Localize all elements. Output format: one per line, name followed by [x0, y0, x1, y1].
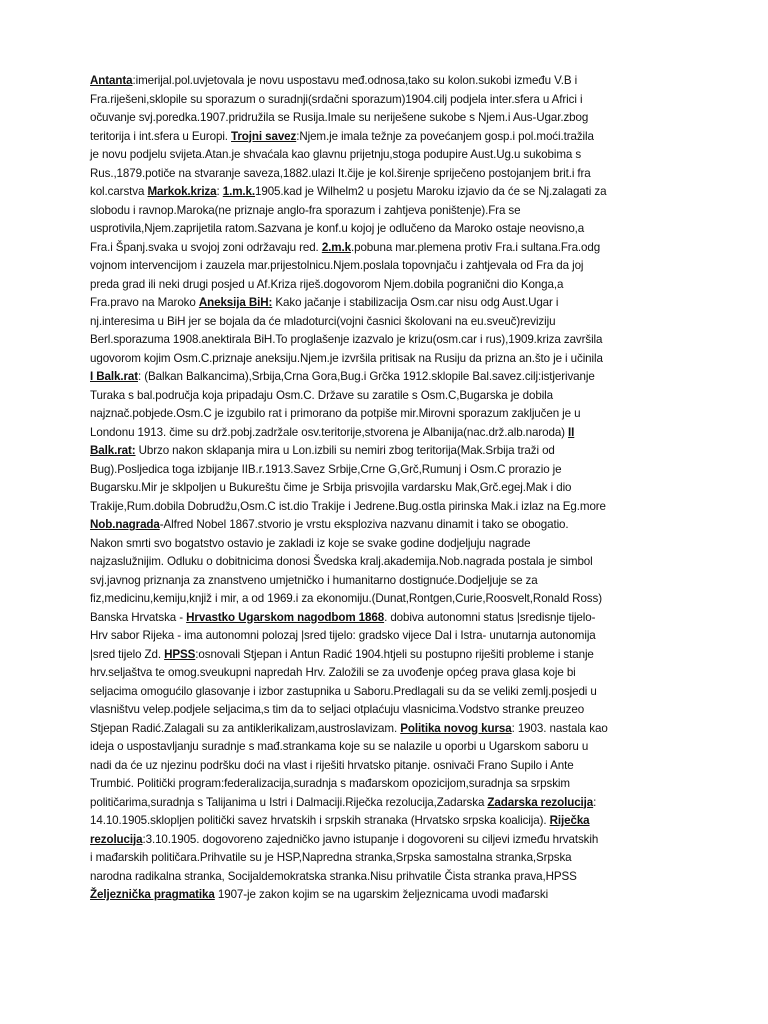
section-heading: Antanta	[90, 74, 133, 87]
body-text: je novu podjelu svijeta.Atan.je shvaćala kao glavnu prijetnju,stoga podupire Aust.Ug.u sukobima s	[90, 148, 582, 161]
body-text: Bug).Posljedica toga izbijanje IIB.r.1913.Savez Srbije,Crne G,Grč,Rumunj i Osm.C prorazio je	[90, 462, 562, 476]
body-text: preda grad ili neki drugi posjed u Af.Kriza riješ.dogovorom Njem.dobila pogranični dio Konga,a	[90, 277, 564, 291]
section-heading: Željeznička pragmatika	[90, 888, 215, 901]
body-text: ugovorom kojim Osm.C.priznaje aneksiju.Njem.je izvršila pritisak na Rusiju da prizna an.što je i učinila	[90, 351, 603, 365]
text-line	[90, 220, 680, 239]
body-text: usprotivila,Njem.zaprijetila ratom.Sazvana je konf.u kojoj je odlučeno da Maroko ostaje neovisno,a	[90, 222, 585, 235]
text-line	[90, 775, 680, 794]
body-text: |sred tijelo Zd.	[90, 647, 165, 661]
text-line	[90, 313, 680, 332]
text-line	[90, 109, 680, 128]
body-text: teritorija i int.sfera u Europi.	[90, 129, 232, 143]
text-line	[90, 91, 680, 110]
text-line	[90, 424, 680, 443]
body-text: Rus.,1879.potiče na stvaranje saveza,1882.ulazi It.čije je kol.širenje spriječeno postojanjem brit.i fra	[90, 166, 591, 180]
body-text: Stjepan Radić.Zalagali su za antiklerikalizam,austroslavizam.	[90, 721, 401, 735]
body-text: fiz,medicinu,kemiju,knjiž i mir, a od 1969.i za ekonomiju.(Dunat,Rontgen,Curie,Roosvelt,Ronald Ross)	[90, 592, 602, 605]
text-line	[90, 553, 680, 572]
body-text: Fra.i Španj.svaka u svojoj zoni održavaju red.	[90, 240, 322, 254]
text-line	[90, 257, 680, 276]
text-line	[90, 516, 680, 535]
body-text: svj.javnog priznanja za znanstveno umjetničko i humanitarno dostignuće.Dodjeljuje se za	[90, 573, 538, 587]
text-line	[90, 646, 680, 665]
section-heading: Aneksija BiH:	[198, 296, 273, 309]
body-text: političarima,suradnja s Talijanima u Istri i Dalmaciji.Riječka rezolucija,Zadarska	[90, 795, 488, 809]
section-heading: Markok.kriza	[147, 185, 217, 198]
text-line	[90, 701, 680, 720]
body-text: 14.10.1905.sklopljen politički savez hrvatskih i srpskih stranaka (Hrvatsko srpska koalicija).	[90, 814, 550, 827]
body-text: vojnom intervencijom i zauzela mar.prijestolnicu.Njem.poslala topovnjaču i zahtjevala od Fra da joj	[90, 259, 584, 272]
body-text: 1907-je zakon kojim se na ugarskim željeznicama uvodi mađarski	[214, 888, 549, 901]
body-text: nj.interesima u BiH jer se bojala da će mladoturci(vojni časnici školovani na eu.sveuč)reviziju	[90, 314, 556, 328]
body-text: Nakon smrti svo bogatstvo ostavio je zakladi iz koje se svake godine dodjeljuju nagrade	[90, 536, 531, 550]
section-heading: II	[568, 425, 575, 439]
body-text: seljacima omogućilo glasovanje i izbor zastupnika u Saboru.Predlagali su da se veliki zemlj.posjedi u	[90, 684, 597, 698]
body-text: Turaka s bal.područja koja pripadaju Osm.C. Države su zaratile s Osm.C,Bugarska je dobila	[90, 388, 553, 402]
text-line	[90, 72, 680, 91]
text-line	[90, 720, 680, 739]
text-line	[90, 812, 680, 831]
body-text: ideja o uspostavljanju suradnje s mađ.strankama koje su se nalazile u oporbi u Ugarskom saboru u	[90, 740, 589, 753]
text-line	[90, 128, 680, 147]
body-text: :osnovali Stjepan i Antun Radić 1904.htjeli su postupno riješiti probleme i stanje	[195, 647, 594, 661]
text-line	[90, 331, 680, 350]
body-text: 1905.kad je Wilhelm2 u posjetu Maroku izjavio da će se Nj.zalagati za	[255, 185, 607, 198]
text-line	[90, 368, 680, 387]
text-line	[90, 442, 680, 461]
body-text: Fra.riješeni,sklopile su sporazum o suradnji(srdačni sporazum)1904.cilj podjela inter.sfera u Africi i	[90, 92, 583, 106]
body-text: Kako jačanje i stabilizacija Osm.car nisu odg Aust.Ugar i	[272, 296, 559, 309]
body-text: kol.carstva	[90, 185, 148, 198]
text-line	[90, 794, 680, 813]
body-text: :	[593, 795, 597, 809]
body-text: očuvanje svj.poredka.1907.pridružila se Rusija.Imale su neriješene sukobe s Njem.i Aus-Ugar.zbog	[90, 111, 589, 124]
document-body	[90, 72, 680, 905]
text-line	[90, 535, 680, 554]
text-line	[90, 239, 680, 258]
text-line	[90, 609, 680, 628]
section-heading: Balk.rat:	[90, 444, 136, 457]
text-line	[90, 738, 680, 757]
body-text: hrv.seljaštva te omog.sveukupni napredah Hrv. Založili se za uvođenje općeg prava glasa koje bi	[90, 666, 576, 679]
text-line	[90, 886, 680, 905]
section-heading: 1.m.k.	[222, 185, 256, 198]
text-line	[90, 405, 680, 424]
body-text: : 1903. nastala kao	[511, 721, 608, 735]
text-line	[90, 627, 680, 646]
body-text: -Alfred Nobel 1867.stvorio je vrstu eksploziva nazvanu dinamit i tako se obogatio.	[159, 518, 569, 531]
body-text: . dobiva autonomni status |sredisnje tijelo-	[384, 610, 596, 624]
text-line	[90, 202, 680, 221]
text-line	[90, 683, 680, 702]
body-text: nadi da će uz njezinu podršku doći na vlast i riješiti hrvatsko pitanje. osnivači Frano Supilo i Ante	[90, 758, 574, 772]
text-line	[90, 831, 680, 850]
body-text: :Njem.je imala težnje za povećanjem gosp.i pol.moći.tražila	[296, 129, 594, 143]
text-line	[90, 498, 680, 517]
section-heading: Politika novog kursa	[400, 721, 512, 735]
body-text: narodna radikalna stranka, Socijaldemokratska stranka.Nisu prihvatile Čista stranka prava,HPSS	[90, 869, 577, 883]
body-text: .pobuna mar.plemena protiv Fra.i sultana.Fra.odg	[350, 240, 601, 254]
text-line	[90, 165, 680, 184]
body-text: Ubrzo nakon sklapanja mira u Lon.izbili su nemiri zbog teritorija(Mak.Srbija traži od	[135, 444, 555, 457]
text-line	[90, 350, 680, 369]
body-text: Fra.pravo na Maroko	[90, 296, 199, 309]
body-text: Trakije,Rum.dobila Dobrudžu,Osm.C ist.dio Trakije i Jedrene.Bug.ostla pirinska Mak.i izlaz na Eg.more	[90, 499, 606, 513]
text-line	[90, 757, 680, 776]
text-line	[90, 183, 680, 202]
body-text: Banska Hrvatska -	[90, 610, 187, 624]
text-line	[90, 590, 680, 609]
body-text: najzaslužnijim. Odluku o dobitnicima donosi Švedska kralj.akademija.Nob.nagrada postala je simbol	[90, 555, 593, 568]
text-line	[90, 387, 680, 406]
body-text: Bugarsku.Mir je sklpoljen u Bukureštu čime je Srbija prisvojila vardarsku Mak,Grč.egej.Mak i dio	[90, 481, 572, 494]
text-line	[90, 146, 680, 165]
section-heading: I Balk.rat	[90, 370, 138, 383]
section-heading: Hrvastko Ugarskom nagodbom 1868	[186, 610, 385, 624]
section-heading: rezolucija	[90, 832, 143, 846]
body-text: najznač.pobjede.Osm.C je izgubilo rat i primorano da potpiše mir.Mirovni sporazum zaključen je u	[90, 407, 581, 420]
body-text: vlasništvu velep.podjele seljacima,s tim da to seljaci otplaćuju vlasnicima.Vodstvo stranke preuzeo	[90, 703, 585, 716]
body-text: :3.10.1905. dogovoreno zajedničko javno istupanje i dogovoreni su ciljevi između hrvatskih	[142, 832, 599, 846]
text-line	[90, 294, 680, 313]
section-heading: HPSS	[164, 647, 196, 661]
text-line	[90, 868, 680, 887]
text-line	[90, 849, 680, 868]
body-text: : (Balkan Balkancima),Srbija,Crna Gora,Bug.i Grčka 1912.sklopile Bal.savez.cilj:istjerivanje	[137, 370, 595, 383]
section-heading: 2.m.k	[321, 240, 351, 254]
body-text: Hrv sabor Rijeka - ima autonomni polozaj |sred tijelo: gradsko vijece Dal i Istra- unutarnja autonomija	[90, 629, 596, 642]
body-text: Trumbić. Politički program:federalizacija,suradnja s mađarskom opozicijom,suradnja sa srpskim	[90, 777, 570, 790]
text-line	[90, 276, 680, 295]
text-line	[90, 572, 680, 591]
body-text: Londonu 1913. čime su drž.pobj.zadržale osv.teritorije,stvorena je Albanija(nac.drž.alb.naroda)	[90, 425, 569, 439]
section-heading: Riječka	[549, 814, 590, 827]
body-text: :imerijal.pol.uvjetovala je novu uspostavu međ.odnosa,tako su kolon.sukobi između V.B i	[132, 74, 578, 87]
body-text: i mađarskih političara.Prihvatile su je HSP,Napredna stranka,Srpska samostalna stranka,Srpska	[90, 851, 572, 864]
section-heading: Nob.nagrada	[90, 518, 160, 531]
text-line	[90, 479, 680, 498]
body-text: :	[216, 185, 223, 198]
section-heading: Zadarska rezolucija	[487, 795, 594, 809]
section-heading: Trojni savez	[231, 129, 297, 143]
text-line	[90, 461, 680, 480]
text-line	[90, 664, 680, 683]
body-text: slobodu i ravnop.Maroka(ne priznaje anglo-fra sporazum i zahtjeva poništenje).Fra se	[90, 203, 521, 217]
body-text: Berl.sporazuma 1908.anektirala BiH.To proglašenje izazvalo je krizu(osm.car i rus),1909.kriza završila	[90, 333, 603, 346]
